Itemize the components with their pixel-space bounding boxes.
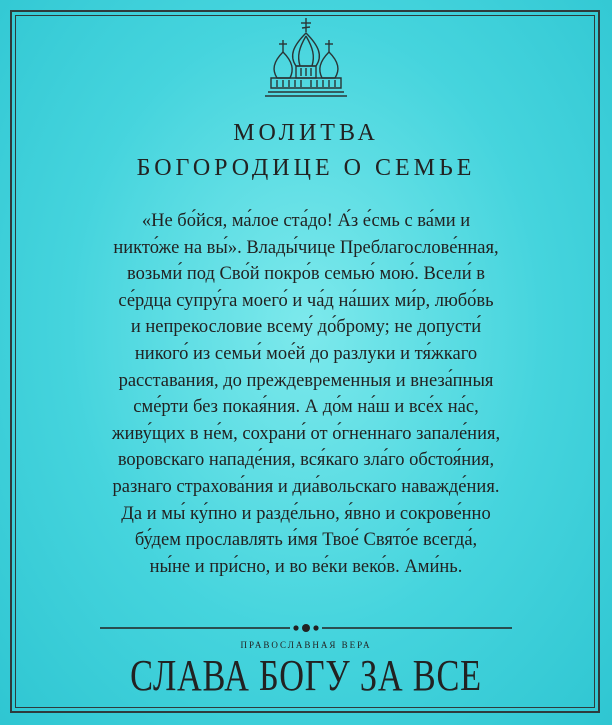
ornament-divider-icon [100,620,512,636]
footer-caption: ПРАВОСЛАВНАЯ ВЕРА [240,640,372,650]
prayer-line: расставания, до преждевременныя и внеза́пныя [118,370,494,391]
title-line-2: БОГОРОДИЦЕ О СЕМЬЕ [136,155,476,181]
prayer-line: и непрекословие всему́ до́брому; не допусти́ [130,317,482,338]
prayer-line: Да и мы́ ку́пно и разде́льно, я́вно и сокрове́нно [121,503,491,524]
prayer-line: сме́рти без покая́ния. А до́м на́ш и все́х на́с, [133,397,479,418]
prayer-line: воровскаго нападе́ния, вся́каго зла́го обстоя́ния, [117,450,495,471]
church-icon [263,16,349,106]
prayer-line: бу́дем прославлять и́мя Твое́ Свято́е всегда́, [134,530,478,551]
prayer-line: живу́щих в не́м, сохрани́ от о́гненнаго запале́ния, [111,423,501,444]
title-line-1: МОЛИТВА [233,120,379,146]
prayer-line: «Не бо́йся, ма́лое ста́до! А́з е́смь с ва́ми и [141,211,471,231]
footer-slogan: СЛАВА БОГУ ЗА ВСЕ [130,651,482,700]
prayer-text [46,208,566,580]
prayer-line: возьми́ под Сво́й покро́в семью́ мою́. Всели́ в [127,264,485,285]
prayer-line: ны́не и при́сно, и во ве́ки веко́в. Ами́нь. [149,556,463,577]
prayer-line: се́рдца супру́га моего́ и ча́д на́ших ми́р, любо́вь [118,290,494,311]
prayer-line: никто́же на вы́». Влады́чице Преблагослове́нная, [113,237,499,258]
prayer-line: разнаго страхова́ния и диа́вольскаго наважде́ния. [112,476,500,497]
prayer-line: никого́ из семьи́ мое́й до разлуки и тя́жкаго [134,343,478,364]
